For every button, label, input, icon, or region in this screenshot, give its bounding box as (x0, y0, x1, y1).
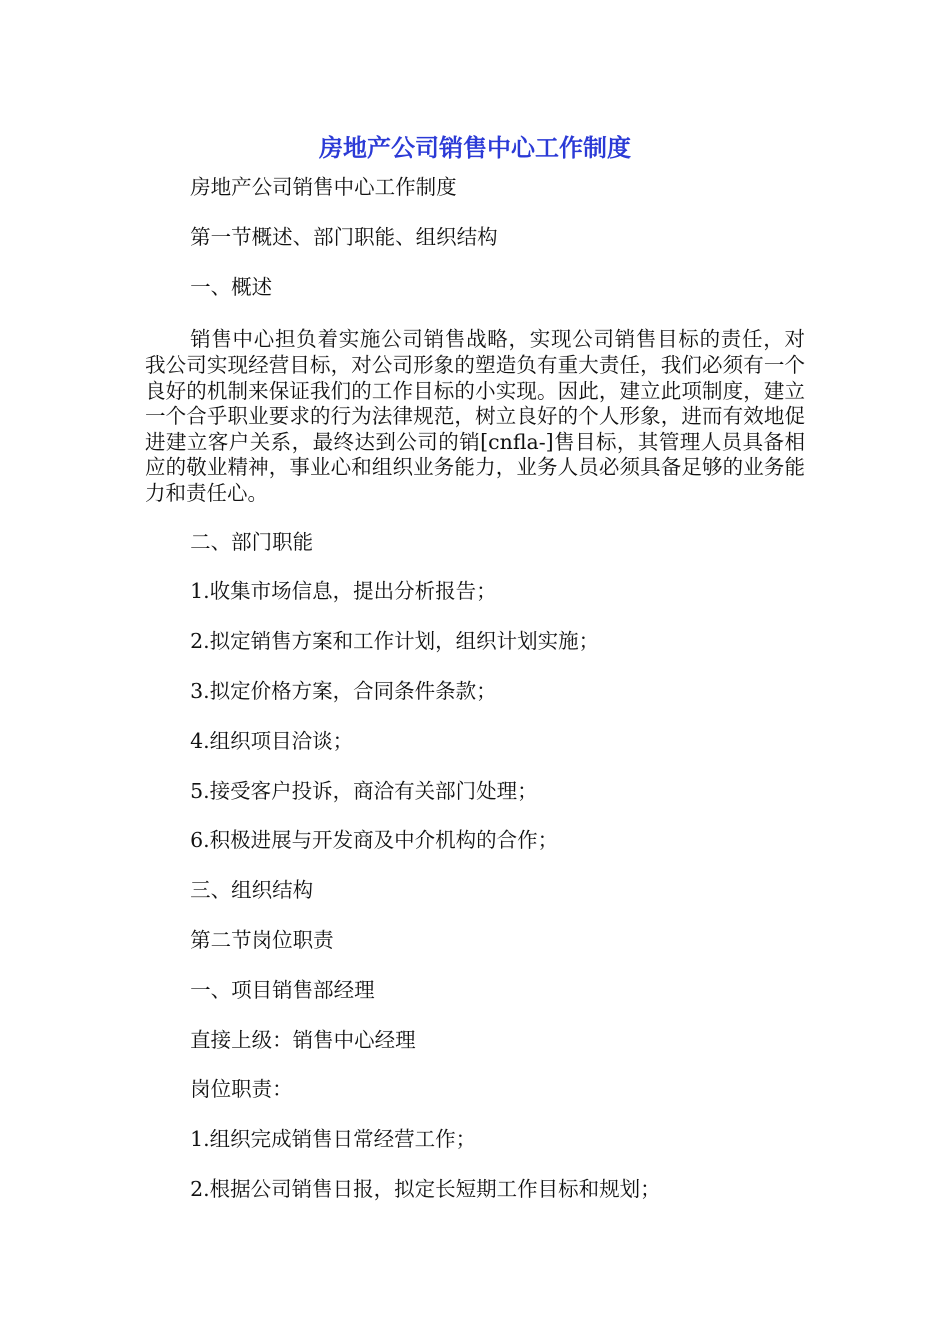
list-item-duty-1: 1.组织完成销售日常经营工作； (190, 1127, 477, 1152)
document-title: 房地产公司销售中心工作制度 (319, 134, 631, 162)
document-body (145, 170, 805, 1222)
subheading-project-sales-manager: 一、项目销售部经理 (190, 977, 375, 1002)
paragraph-direct-superior: 直接上级：销售中心经理 (190, 1027, 416, 1052)
subheading-overview: 一、概述 (190, 274, 273, 299)
list-item-duty-2: 2.根据公司销售日报，拟定长短期工作目标和规划； (190, 1176, 661, 1201)
list-item-function-6: 6.积极进展与开发商及中介机构的合作； (190, 828, 559, 853)
list-item-function-3: 3.拟定价格方案，合同条件条款； (190, 678, 497, 703)
list-item-function-2: 2.拟定销售方案和工作计划，组织计划实施； (190, 629, 600, 654)
list-item-function-5: 5.接受客户投诉，商洽有关部门处理； (190, 778, 538, 803)
list-item-function-4: 4.组织项目洽谈； (190, 728, 354, 753)
paragraph-overview: 销售中心担负着实施公司销售战略，实现公司销售目标的责任，对我公司实现经营目标，对公司形象的塑造负有重大责任，我们必须有一个良好的机制来保证我们的工作目标的小实现。因此，建立此项制度，建立一个合乎职业要求的行为法律规范，树立良好的个人形象，进而有效地促进建立客户关系，最终达到公司的销[cnfla-]售目标，其管理人员具备相应的敬业精神，事业心和组织业务能力，业务人员必须具备足够的业务能力和责任心。 (145, 327, 805, 505)
section-heading-1: 第一节概述、部门职能、组织结构 (190, 224, 498, 249)
subheading-department-functions: 二、部门职能 (190, 529, 314, 554)
section-heading-2: 第二节岗位职责 (190, 927, 334, 952)
paragraph-job-duties-label: 岗位职责： (190, 1077, 293, 1102)
paragraph-doc-name: 房地产公司销售中心工作制度 (190, 175, 457, 199)
subheading-organization-structure: 三、组织结构 (190, 878, 314, 903)
list-item-function-1: 1.收集市场信息，提出分析报告； (190, 579, 497, 604)
